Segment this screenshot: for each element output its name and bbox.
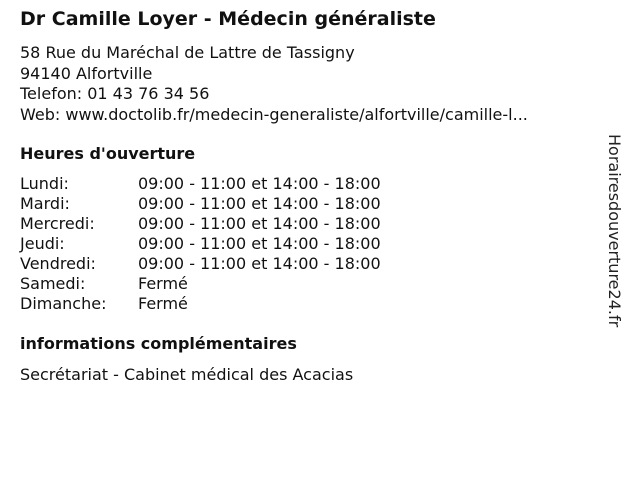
- day-label: Vendredi:: [20, 254, 96, 273]
- day-label: Jeudi:: [20, 234, 65, 253]
- street-address: 58 Rue du Maréchal de Lattre de Tassigny: [20, 43, 355, 62]
- website-link[interactable]: Web: www.doctolib.fr/medecin-generaliste/alfortville/camille-l...: [20, 104, 528, 124]
- time-value: Fermé: [138, 294, 188, 313]
- hours-row-friday: [20, 254, 381, 274]
- day-label: Mardi:: [20, 194, 70, 213]
- additional-info-heading: informations complémentaires: [20, 334, 297, 353]
- hours-row-monday: [20, 174, 381, 194]
- time-value: Fermé: [138, 274, 188, 293]
- hours-row-saturday: [20, 274, 381, 294]
- hours-row-tuesday: [20, 194, 381, 214]
- additional-info-text: Secrétariat - Cabinet médical des Acacias: [20, 365, 354, 384]
- opening-hours-table: [20, 174, 381, 314]
- hours-row-wednesday: [20, 214, 381, 234]
- hours-row-sunday: [20, 294, 381, 314]
- city-address: 94140 Alfortville: [20, 63, 153, 83]
- address-block: [20, 43, 528, 125]
- day-label: Mercredi:: [20, 214, 95, 233]
- time-value: 09:00 - 11:00 et 14:00 - 18:00: [138, 234, 381, 253]
- day-label: Dimanche:: [20, 294, 107, 313]
- day-label: Lundi:: [20, 174, 69, 193]
- time-value: 09:00 - 11:00 et 14:00 - 18:00: [138, 174, 381, 193]
- day-label: Samedi:: [20, 274, 86, 293]
- time-value: 09:00 - 11:00 et 14:00 - 18:00: [138, 214, 381, 233]
- time-value: 09:00 - 11:00 et 14:00 - 18:00: [138, 254, 381, 273]
- site-watermark: Horairesdouverture24.fr: [605, 134, 624, 328]
- phone-number: Telefon: 01 43 76 34 56: [20, 84, 210, 103]
- hours-row-thursday: [20, 234, 381, 254]
- page-title: Dr Camille Loyer - Médecin généraliste: [20, 8, 436, 30]
- time-value: 09:00 - 11:00 et 14:00 - 18:00: [138, 194, 381, 213]
- opening-hours-heading: Heures d'ouverture: [20, 144, 196, 163]
